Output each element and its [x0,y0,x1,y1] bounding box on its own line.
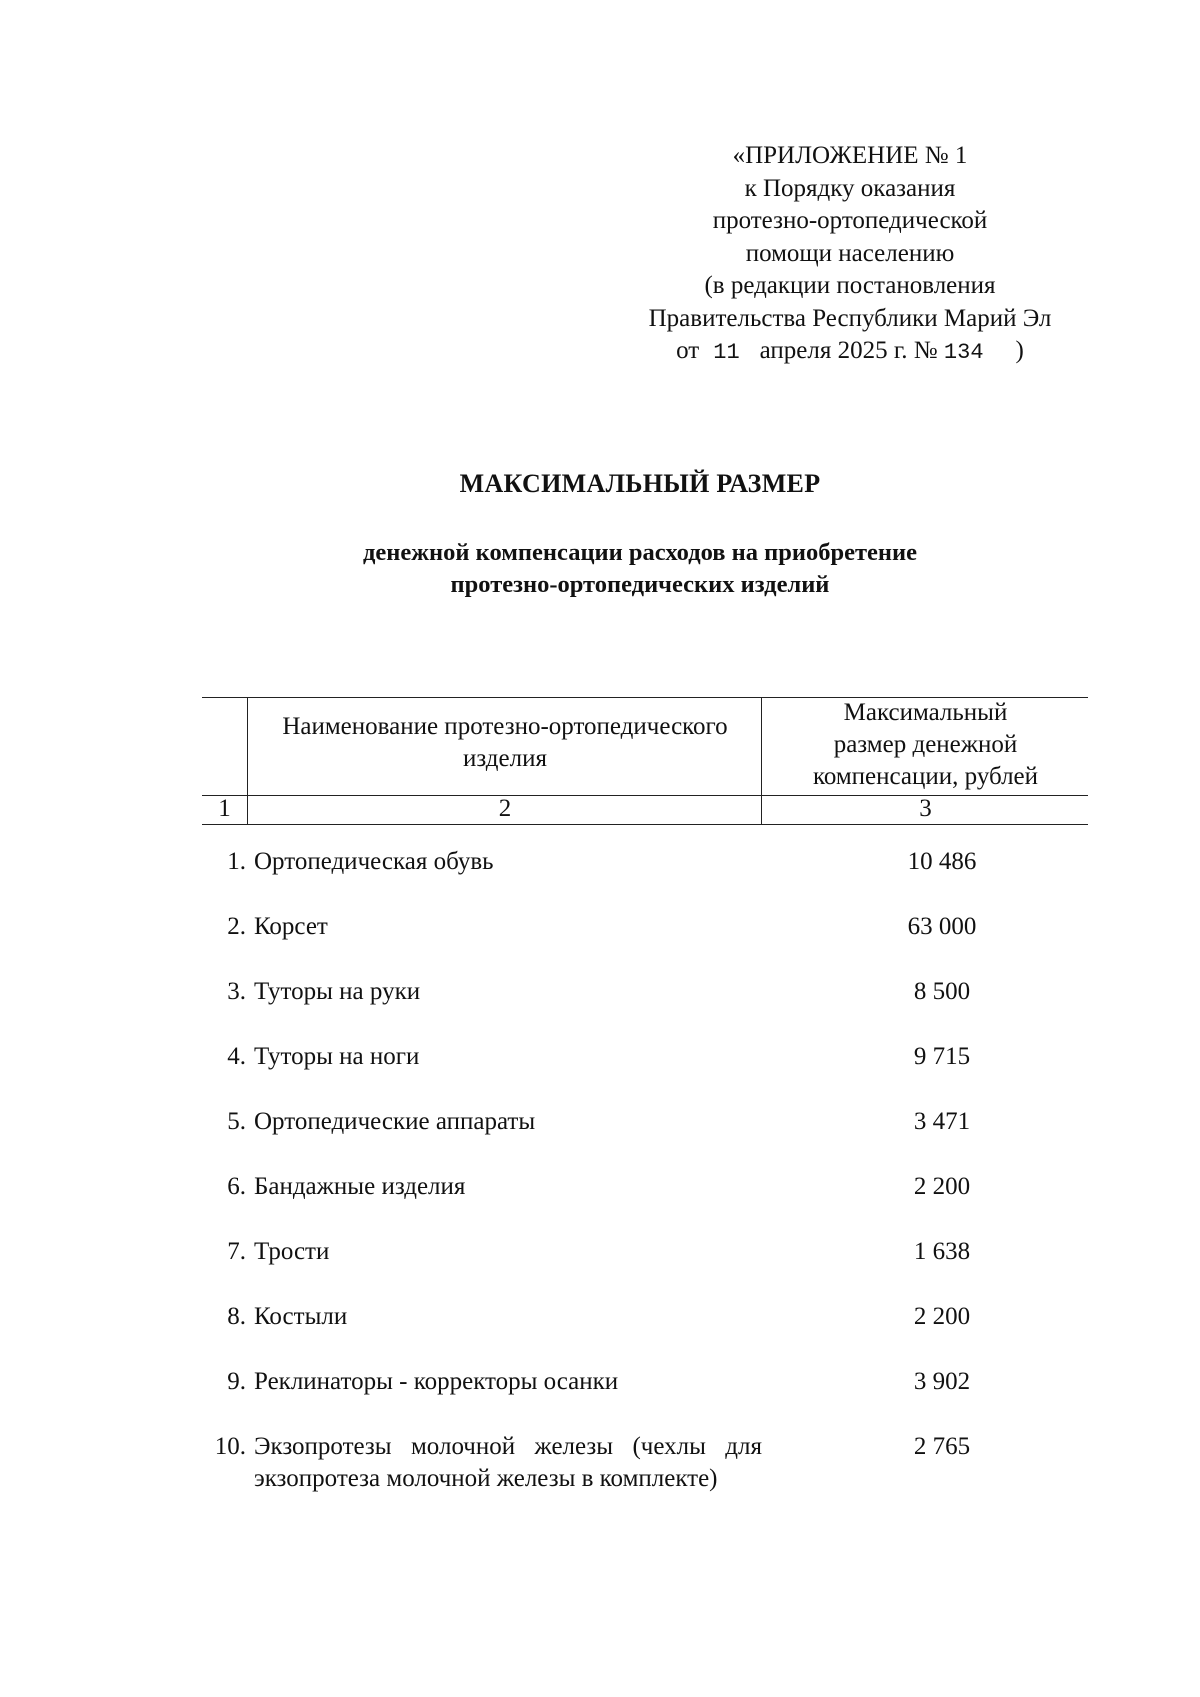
item-name: Экзопротезы молочной железы (чехлы для экзопротеза молочной железы в комплекте) [254,1433,762,1492]
item-value: 2 765 [913,1433,971,1460]
row-number: 7. [227,1238,246,1265]
item-value: 2 200 [913,1303,971,1330]
row-number: 6. [227,1173,246,1200]
item-name: Туторы на ноги [254,1043,420,1070]
item-name: Корсет [254,913,328,940]
row-number: 2. [227,913,246,940]
appendix-line: (в редакции постановления [704,272,996,299]
subtitle-line: денежной компенсации расходов на приобретение [363,539,917,566]
appendix-line: помощи населению [745,239,955,267]
item-name: Бандажные изделия [254,1173,466,1200]
header-text: изделия [463,745,547,772]
item-value: 10 486 [907,848,977,875]
document-subtitle [0,537,1200,601]
item-value: 63 000 [907,913,977,940]
item-value: 3 902 [913,1368,971,1395]
item-value: 9 715 [913,1043,971,1070]
document-number: 134 [943,340,984,365]
appendix-title: «ПРИЛОЖЕНИЕ № 1 [732,142,968,169]
table-column-divider [247,697,248,824]
item-name: Трости [254,1238,330,1265]
date-close: ) [1015,337,1024,364]
table-numbers-border [202,824,1088,825]
subtitle-line: протезно-ортопедических изделий [450,571,830,598]
column-number: 3 [919,795,932,822]
column-number: 1 [218,795,231,822]
header-text: Наименование протезно-ортопедического [282,713,728,740]
item-name: Реклинаторы - корректоры осанки [254,1368,619,1395]
document-title: МАКСИМАЛЬНЫЙ РАЗМЕР [459,469,821,498]
header-max-compensation [763,697,1088,793]
date-month-year: апреля 2025 г. № [759,337,938,364]
item-name: Ортопедическая обувь [254,848,494,875]
item-name: Ортопедические аппараты [254,1108,536,1135]
row-number: 4. [227,1043,246,1070]
item-name: Туторы на руки [254,978,421,1005]
date-prefix: от [676,337,700,364]
appendix-date-line [620,335,1080,370]
row-number: 5. [227,1108,246,1135]
header-text: компенсации, рублей [812,763,1039,790]
item-value: 1 638 [913,1238,971,1265]
appendix-header [620,140,1080,370]
item-value: 3 471 [913,1108,971,1135]
appendix-line: протезно-ортопедической [712,207,988,234]
item-value: 8 500 [913,978,971,1005]
header-text: Максимальный [843,699,1008,726]
row-number: 10. [214,1433,246,1460]
date-day: 11 [713,340,740,365]
table-column-divider [761,697,762,824]
item-name: Костыли [254,1303,348,1330]
header-item-name [249,711,761,775]
appendix-line: Правительства Республики Марий Эл [648,304,1052,332]
header-text: размер денежной [833,731,1018,758]
column-number: 2 [498,795,512,822]
appendix-line: к Порядку оказания [744,174,956,202]
row-number: 1. [227,848,246,875]
item-value: 2 200 [913,1173,971,1200]
row-number: 3. [227,978,246,1005]
row-number: 9. [227,1368,246,1395]
row-number: 8. [227,1303,246,1330]
